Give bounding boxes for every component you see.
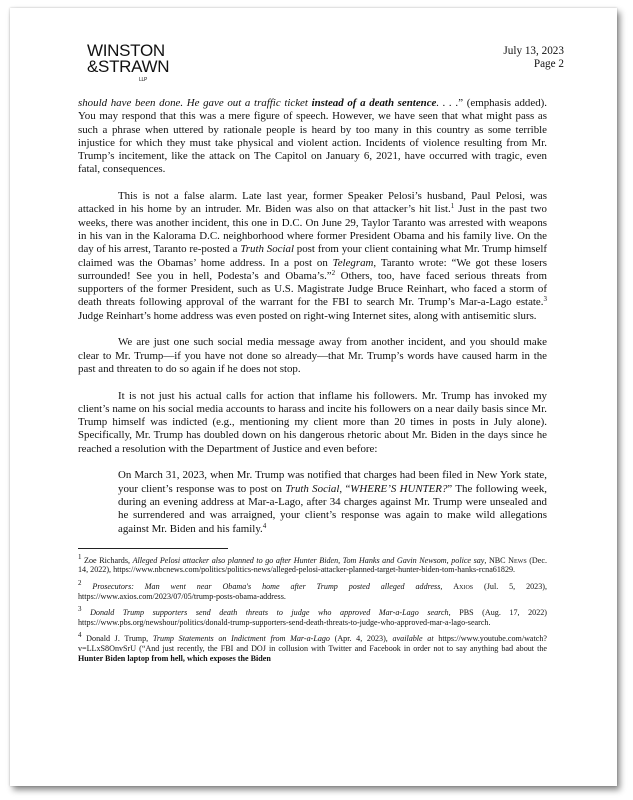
letter-body [78,97,547,670]
text-italic: Telegram [332,256,374,269]
firm-logo-suffix: LLP [139,77,147,83]
text: ” The following week, during an evening address at Mar-a-Lago, after 34 charges against Mr. Trump were unsealed and he surrendered and was arraigned, your client’s response was again to make wild allegations against Mr. Biden and his family. [118,482,547,535]
text-small-caps: News [508,555,527,565]
block-quote [118,469,547,535]
text-italic: Donald Trump supporters send death threats to judge who approved Mar-a-Lago search [81,608,449,618]
paragraph-false-alarm [78,190,547,323]
firm-logo-line1: WINSTON [87,41,165,60]
quote-bold-italic: instead of a death sentence [311,97,437,109]
letter-date: July 13, 2023 [503,45,564,57]
text: Just in the past two weeks, there was another incident, this one in D.C. On June 29, Taylor Taranto was arrested with weapons in his van in the Kalorama D.C. neighborhood where former President Obama and his family live. On the day of his arrest, Taranto re-posted a [78,203,548,256]
footnote-ref-3[interactable]: 3 [543,295,547,304]
text-italic: Truth Social [285,482,340,495]
text: , NBC [484,555,509,565]
footnote-divider [78,548,228,549]
paragraph-continuation [78,97,547,177]
footnote-2 [78,578,547,601]
firm-logo [87,41,170,83]
text: , [440,581,454,591]
text: post from your client containing what Mr. Trump himself claimed was the Obamas’ home address. In a post on [78,243,548,269]
footnote-4 [78,631,548,663]
footnote-link[interactable]: https://www.youtube.com/watch?v=LLxS8OnvSrU (“And just recently, the FBI and DOJ in collusion with Twitter and Facebook in order not to say anything bad about the [78,634,548,653]
paragraph-text: ” (emphasis added). You may respond that this was a mere figure of speech. However, we have seen that what might pass as such a phrase when uttered by rationale people is heard by too many in this country as some terrible injustice for which they must take physical and violent action. Incidents of violence resulting from Mr. Trump’s incitement, like the attack on The Capitol on January 6, 2021, have occurred with tragic, even fatal, consequences. [78,97,547,176]
text: Judge Reinhart’s home address was even posted on right-wing Internet sites, along with antisemitic slurs. [78,309,537,322]
firm-logo-line2: &STRAWN [87,57,170,76]
footnote-link[interactable]: (Jul. 5, 2023), https://www.axios.com/2023/07/05/trump-posts-obama-address. [78,581,547,601]
footnote-number: 2 [78,578,82,587]
footnote-link[interactable]: , PBS (Aug. 17, 2022) https://www.pbs.org/newshour/politics/donald-trump-supporters-send-death-threats-to-judge-who-approved-mar-a-lago-search. [78,608,547,627]
text: Donald J. Trump, [81,634,153,644]
footnote-number: 4 [78,631,82,640]
text: This is not a false alarm. Late last year, former Speaker Pelosi’s husband, Paul Pelosi, was attacked in his home by an intruder. Mr. Biden was also on that attacker’s hit list. [78,190,547,216]
footnote-1 [78,552,547,575]
text: (Apr. 4, 2023), [329,634,393,644]
footnote-number: 1 [78,552,82,561]
page-number: Page 2 [533,58,564,71]
text: , “ [339,482,351,495]
text-italic: available at [392,634,434,644]
text: Zoe Richards, [81,555,133,565]
text-italic: Truth Social [240,243,294,256]
quote-italic-tail: . . . . [436,97,459,109]
footnote-3 [78,605,547,627]
footnote-number: 3 [78,605,82,614]
text: On March 31, 2023, when Mr. Trump was notified that charges had been filed in New York state, your client’s response was to post on [118,469,547,495]
text-italic: Prosecutors: Man went near Obama's home after Trump posted alleged address [81,581,441,591]
footnote-ref-2[interactable]: 2 [331,268,336,277]
footnote-ref-4[interactable]: 4 [262,521,267,530]
text-italic: Trump Statements on Indictment from Mar-a-Lago [152,634,330,644]
footnote-ref-1[interactable]: 1 [450,202,455,211]
text-small-caps: Axios [453,581,474,591]
paragraph-social-media: We are just one such social media message away from another incident, and you should make clear to Mr. Trump—if you have not done so already—that Mr. Trump’s words have caused harm in the past and threaten to do so again if he does not stop. [78,336,547,375]
quote-italic: should have been done. He gave out a traffic ticket [78,97,312,109]
text-italic: Alleged Pelosi attacker also planned to go after Hunter Biden, Tom Hanks and Gavin Newsom, police say [132,555,485,565]
text-italic: WHERE’S HUNTER? [350,482,448,495]
text: , Taranto wrote: “We got these losers surrounded! See you in hell, Podesta’s and Obama’s.” [78,256,547,282]
paragraph-calls-for-action: It is not just his actual calls for action that inflame his followers. Mr. Trump has invoked my client’s name on his social media accounts to harass and incite his followers on a near daily basis since Mr. Trump himself was indicted (e.g., mentioning my client more than 20 times in posts in July alone). Specifically, Mr. Trump has doubled down on his dangerous rhetoric about Mr. Biden in the days since he reached a resolution with the Department of Justice and even before: [78,389,547,455]
text-bold: Hunter Biden laptop from hell, which exposes the Biden [78,653,271,663]
text: Others, too, have faced serious threats from supporters of the former President, such as U.S. Magistrate Judge Bruce Reinhart, who faced a storm of death threats following approval of the warrant for the FBI to search Mr. Trump’s Mar-a-Lago estate. [78,269,548,309]
letter-header [503,45,564,71]
footnote-link[interactable]: (Dec. 14, 2022), https://www.nbcnews.com/politics/politics-news/alleged-pelosi-attacker-planned-target-hunter-biden-tom-hanks-rcna61829. [78,555,547,575]
